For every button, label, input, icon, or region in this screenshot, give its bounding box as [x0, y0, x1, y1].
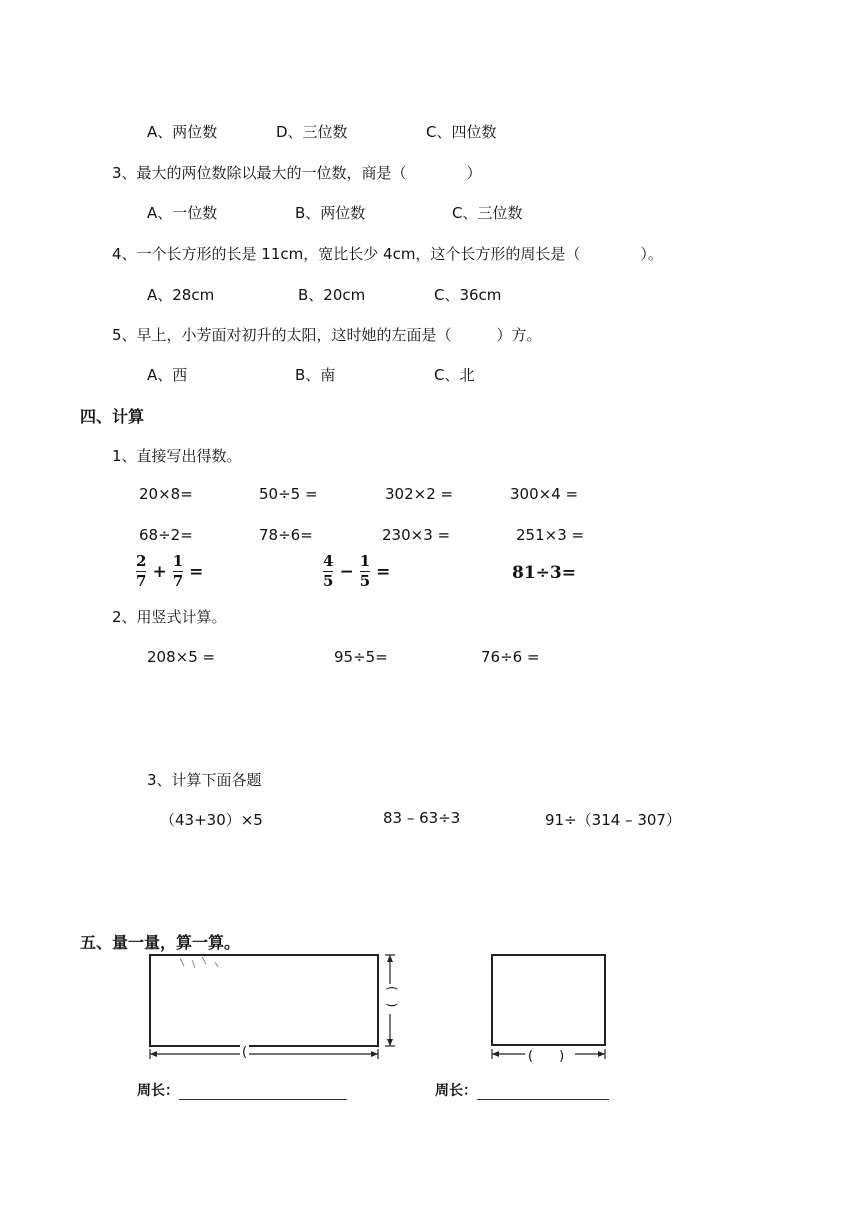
- perimeter-label-left: 周长：: [137, 1080, 347, 1100]
- height-label-left: ( ): [385, 986, 399, 1008]
- section5-title: 五、量一量，算一算。: [80, 933, 241, 952]
- calc-item: 50÷5 =: [259, 485, 318, 503]
- q5-stem: 5、早上，小芳面对初升的太阳，这时她的左面是（ ）方。: [112, 326, 542, 344]
- part3-title: 3、计算下面各题: [147, 771, 262, 789]
- section4-title: 四、计算: [80, 407, 145, 426]
- fraction-subtraction: $\frac{4}{5}$ − $\frac{1}{5}$ =: [323, 552, 391, 590]
- width-label-right: ( ): [528, 1049, 565, 1064]
- rectangle-figure-left: [140, 948, 405, 1066]
- expression-item: （43+30）×5: [160, 811, 263, 829]
- q3-option-c: C、三位数: [452, 204, 523, 222]
- q2-option-a: A、两位数: [147, 123, 218, 141]
- q4-option-c: C、36cm: [434, 286, 502, 304]
- q2-option-d: D、三位数: [276, 123, 348, 141]
- part2-title: 2、用竖式计算。: [112, 608, 227, 626]
- calc-item: 230×3 =: [382, 526, 451, 544]
- expression-item: 91÷（314 – 307）: [545, 811, 681, 829]
- q4-option-b: B、20cm: [298, 286, 366, 304]
- part1-title: 1、直接写出得数。: [112, 447, 242, 465]
- q5-option-a: A、西: [147, 366, 188, 384]
- calc-item: 68÷2=: [139, 526, 193, 544]
- expression-item: 83 – 63÷3: [383, 809, 461, 827]
- calc-item: 20×8=: [139, 485, 193, 503]
- perimeter-label-right: 周长：: [435, 1080, 609, 1100]
- q2-option-c: C、四位数: [426, 123, 497, 141]
- vertical-calc-item: 208×5 =: [147, 648, 216, 666]
- q3-option-a: A、一位数: [147, 204, 218, 222]
- q3-option-b: B、两位数: [295, 204, 366, 222]
- calc-item: 300×4 =: [510, 485, 579, 503]
- calc-item: 78÷6=: [259, 526, 313, 544]
- q4-stem: 4、一个长方形的长是 11cm，宽比长少 4cm，这个长方形的周长是（ ）。: [112, 245, 663, 263]
- q4-option-a: A、28cm: [147, 286, 215, 304]
- q3-stem: 3、最大的两位数除以最大的一位数，商是（ ）: [112, 164, 482, 182]
- width-label-left: (: [242, 1045, 248, 1060]
- q5-option-b: B、南: [295, 366, 336, 384]
- division-image: 81÷3=: [512, 563, 576, 583]
- calc-item: 302×2 =: [385, 485, 454, 503]
- vertical-calc-item: 76÷6 =: [481, 648, 540, 666]
- fraction-addition: $\frac{2}{7}$ + $\frac{1}{7}$ =: [136, 552, 204, 590]
- vertical-calc-item: 95÷5=: [334, 648, 388, 666]
- q5-option-c: C、北: [434, 366, 475, 384]
- calc-item: 251×3 =: [516, 526, 585, 544]
